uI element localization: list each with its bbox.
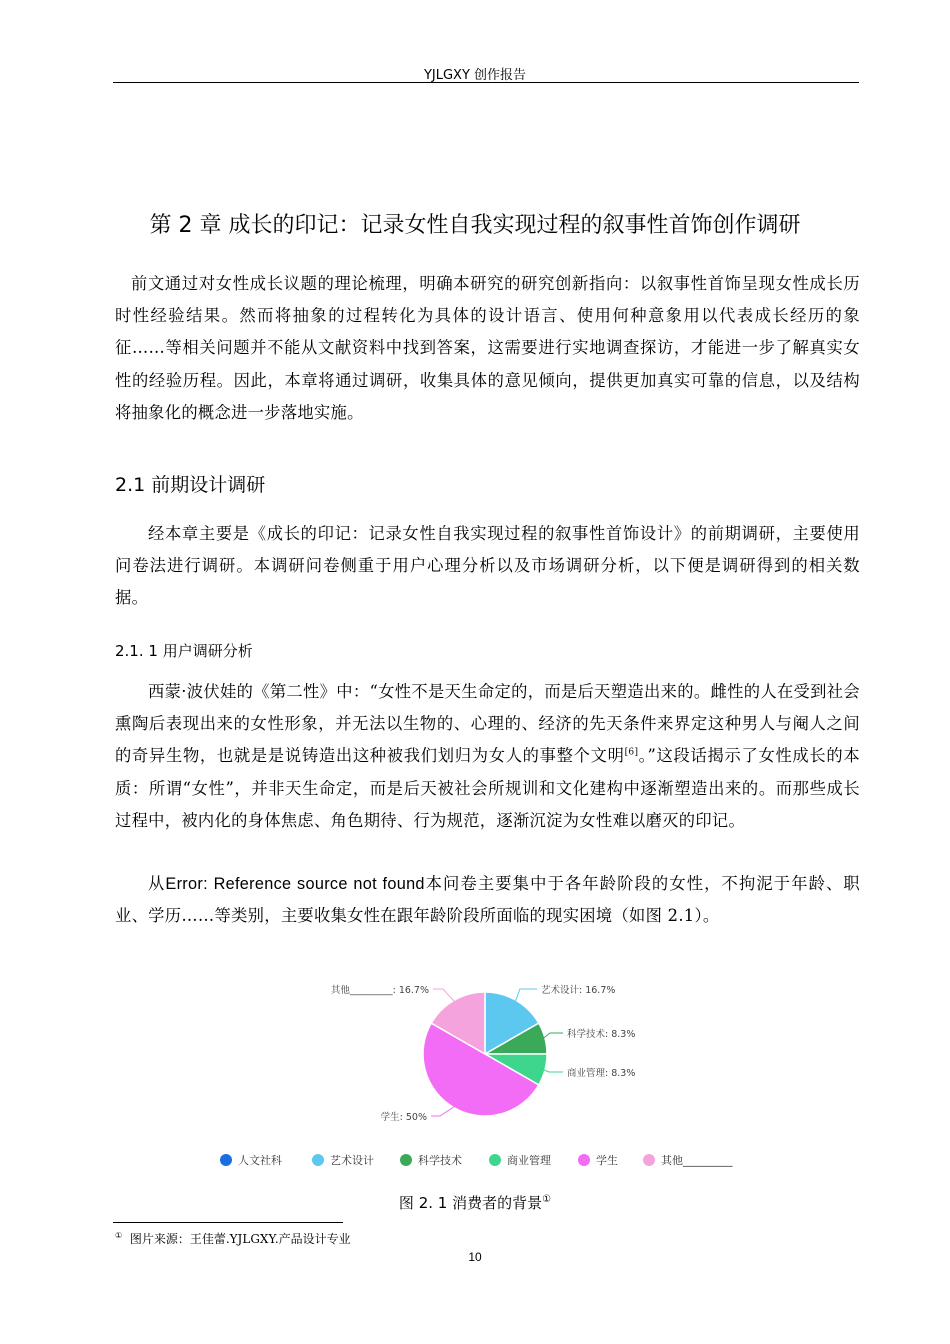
chapter-title: 第 2 章 成长的印记：记录女性自我实现过程的叙事性首饰创作调研 (149, 213, 801, 238)
survey-prefix: 从 (148, 874, 166, 893)
beauvoir-paragraph (115, 676, 860, 837)
legend-swatch (400, 1154, 412, 1166)
section-2-1-paragraph: 经本章主要是《成长的印记：记录女性自我实现过程的叙事性首饰设计》的前期调研，主要使用问卷法进行调研。本调研问卷侧重于用户心理分析以及市场调研分析，以下便是调研得到的相关数据。 (115, 524, 860, 608)
survey-paragraph (115, 868, 860, 932)
legend-label: 科学技术 (418, 1154, 462, 1167)
slice-leader-line (431, 1106, 455, 1116)
legend-swatch (312, 1154, 324, 1166)
slice-data-label: 商业管理: 8.3% (567, 1068, 636, 1079)
figure-caption-note: ① (542, 1194, 552, 1205)
page-number: 10 (468, 1250, 482, 1264)
pie-chart-svg (215, 978, 760, 1148)
beauvoir-text-a: 西蒙·波伏娃的《第二性》中：“女性不是天生命定的，而是后天塑造出来的。雌性的人在受到社会熏陶后表现出来的女性形象，并无法以生物的、心理的、经济的先天条件来界定这种男人与阉人之间的奇异生物，也就是是说铸造出这种被我们划归为女人的事整个文明 (115, 682, 860, 766)
legend-item[interactable] (400, 1152, 462, 1168)
slice-leader-line (433, 989, 455, 1002)
legend-label: 商业管理 (507, 1154, 551, 1167)
chart-legend (220, 1152, 760, 1170)
legend-item[interactable] (312, 1152, 374, 1168)
legend-label: 其他_________ (661, 1154, 733, 1167)
citation-6[interactable]: [6] (624, 747, 639, 758)
legend-swatch (489, 1154, 501, 1166)
legend-item[interactable] (578, 1152, 618, 1168)
figure-caption (0, 1192, 950, 1213)
legend-label: 学生 (596, 1154, 618, 1167)
footnote (115, 1230, 351, 1247)
header-rule (113, 82, 859, 83)
intro-paragraph: 前文通过对女性成长议题的理论梳理，明确本研究的研究创新指向：以叙事性首饰呈现女性成长历时性经验结果。然而将抽象的过程转化为具体的设计语言、使用何种意象用以代表成长经历的象征……等相关问题并不能从文献资料中找到答案，这需要进行实地调查探访，才能进一步了解真实女性的经验历程。因此，本章将通过调研，收集具体的意见倾向，提供更加真实可靠的信息，以及结构将抽象化的概念进一步落地实施。 (115, 274, 860, 422)
slice-data-label: 科学技术: 8.3% (567, 1029, 636, 1040)
legend-swatch (578, 1154, 590, 1166)
slice-leader-line (515, 989, 537, 1002)
legend-label: 艺术设计 (330, 1154, 374, 1167)
beauvoir-text-b: 。”这段话揭示了女性成长的本质：所谓“女性”，并非天生命定，而是后天被社会所规训和文化建构中逐渐塑造出来的。而那些成长过程中，被内化的身体焦虑、角色期待、行为规范，逐渐沉淀为女性难以磨灭的印记。 (115, 746, 860, 830)
section-heading-2-1: 2.1 前期设计调研 (115, 474, 266, 496)
legend-item[interactable] (489, 1152, 551, 1168)
survey-text: 本问卷主要集中于各年龄阶段的女性，不拘泥于年龄、职业、学历……等类别，主要收集女性在跟年龄阶段所面临的现实困境（如图 2.1）。 (115, 874, 860, 926)
slice-data-label: 学生: 50% (380, 1112, 427, 1123)
legend-swatch (643, 1154, 655, 1166)
footnote-text: 图片来源：王佳蕾.YJLGXY.产品设计专业 (129, 1232, 351, 1246)
figure-caption-text: 图 2. 1 消费者的背景 (398, 1194, 543, 1212)
running-header: YJLGXY 创作报告 (423, 68, 527, 83)
footnote-rule (113, 1222, 343, 1223)
pie-chart (215, 978, 760, 1173)
section-heading-2-1-1: 2.1. 1 用户调研分析 (115, 642, 253, 660)
slice-data-label: 其他_________: 16.7% (330, 985, 429, 996)
legend-swatch (220, 1154, 232, 1166)
legend-label: 人文社科 (238, 1154, 282, 1167)
reference-error-text: Error: Reference source not found (165, 875, 425, 893)
footnote-marker: ① (115, 1231, 123, 1240)
legend-item[interactable] (643, 1152, 733, 1168)
slice-data-label: 艺术设计: 16.7% (541, 985, 616, 996)
legend-item[interactable] (220, 1152, 282, 1168)
slice-leader-line (543, 1070, 563, 1073)
slice-leader-line (543, 1033, 563, 1039)
